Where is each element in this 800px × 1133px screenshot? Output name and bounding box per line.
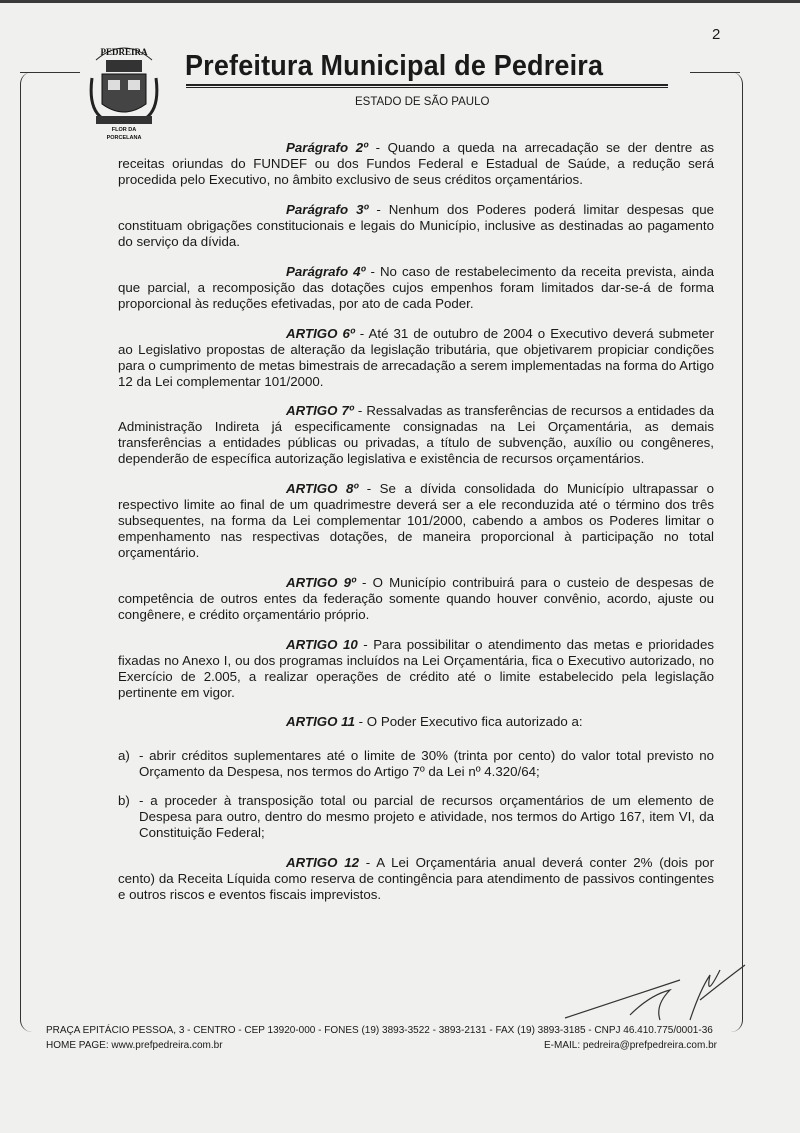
signature: [560, 960, 750, 1030]
frame-right: [730, 72, 743, 1032]
paragraph-2: Parágrafo 2º - Quando a queda na arrecadação se der dentre as receitas oriundas do FUNDEF ou dos Fundos Federal e Estadual de Saúde, a redução será procedida pelo Executivo, no âmbito exclusivo de seus créditos orçamentários.: [118, 140, 714, 187]
article-6: ARTIGO 6º - Até 31 de outubro de 2004 o Executivo deverá submeter ao Legislativo propostas de alteração da legislação tributária, que objetivarem propiciar condições para o cumprimento de metas bimestrais de arrecadação a serem implementadas na forma do Artigo 12 da Lei complementar 101/2000.: [118, 326, 714, 389]
svg-text:PORCELANA: PORCELANA: [106, 135, 142, 141]
title-underline-2: [186, 87, 668, 88]
article-12: ARTIGO 12 - A Lei Orçamentária anual deverá conter 2% (dois por cento) da Receita Líquida como reserva de contingência para atendimento de passivos contingentes e outros riscos e eventos fiscais imprevistos.: [118, 855, 715, 902]
footer-homepage: HOME PAGE: www.prefpedreira.com.br: [46, 1040, 223, 1051]
municipal-crest-logo: [88, 38, 160, 142]
article-8: ARTIGO 8º - Se a dívida consolidada do Município ultrapassar o respectivo limite ao final de um quadrimestre deverá ser a ele reconduzida até o término dos três subsequentes, na forma da Lei complementar 101/2000, cabendo a ambos os Poderes limitar o empenhamento nas respectivas dotações, de maneira proporcional à participação no total orçamentário.: [118, 481, 714, 560]
page-title: Prefeitura Municipal de Pedreira: [185, 50, 604, 82]
svg-text:PEDREIRA: PEDREIRA: [100, 47, 148, 57]
frame-left: [20, 72, 33, 1032]
footer-email: E-MAIL: pedreira@prefpedreira.com.br: [544, 1040, 717, 1051]
footer-address: PRAÇA EPITÁCIO PESSOA, 3 - CENTRO - CEP 13920-000 - FONES (19) 3893-3522 - 3893-2131 - FAX (19) 3893-3185 - CNPJ 46.410.775/0001-36: [46, 1025, 713, 1036]
paragraph-4: Parágrafo 4º - No caso de restabelecimento da receita prevista, ainda que parcial, a recomposição das dotações cujos empenhos foram limitados dar-se-á de forma proporcional às reduções efetivadas, por ato de cada Poder.: [118, 264, 714, 311]
article-7: ARTIGO 7º - Ressalvadas as transferências de recursos a entidades da Administração Indireta já especificamente consignadas na Lei Orçamentária, as demais transferências a entidades públicas ou privadas, a título de subvenção, auxílio ou congêneres, dependerão de específica autorização legislativa e existência de recursos orçamentários.: [118, 403, 714, 466]
paragraph-3: Parágrafo 3º - Nenhum dos Poderes poderá limitar despesas que constituam obrigações constitucionais e legais do Município, inclusive as destinadas ao pagamento do serviço da dívida.: [118, 202, 715, 249]
svg-text:FLOR DA: FLOR DA: [111, 127, 137, 133]
title-underline: [186, 84, 668, 86]
article-11: ARTIGO 11 - O Poder Executivo fica autorizado a:: [286, 714, 583, 729]
article-11-item-b: b) - a proceder à transposição total ou parcial de recursos orçamentários de um elemento de Despesa para outro, dentro do mesmo projeto e atividade, nos termos do Artigo 167, item VI, da Constituição Federal;: [118, 793, 714, 840]
page-number: 2: [712, 26, 721, 43]
article-10: ARTIGO 10 - Para possibilitar o atendimento das metas e prioridades fixadas no Anexo I, ou dos programas incluídos na Lei Orçamentária, fica o Executivo autorizado, no Exercício de 2.005, a realizar operações de crédito até o limite estabelecido pela legislação pertinente em vigor.: [118, 637, 714, 700]
article-9: ARTIGO 9º - O Município contribuirá para o custeio de despesas de competência de outros entes da federação somente quando houver convênio, acordo, ajuste ou congênere, e crédito orçamentário próprio.: [118, 575, 714, 622]
state-subtitle: ESTADO DE SÃO PAULO: [355, 96, 490, 108]
article-11-item-a: a) - abrir créditos suplementares até o limite de 30% (trinta por cento) do valor total previsto no Orçamento da Despesa, nos termos do Artigo 7º da Lei nº 4.320/64;: [118, 748, 714, 779]
scan-top-edge: [0, 0, 800, 3]
